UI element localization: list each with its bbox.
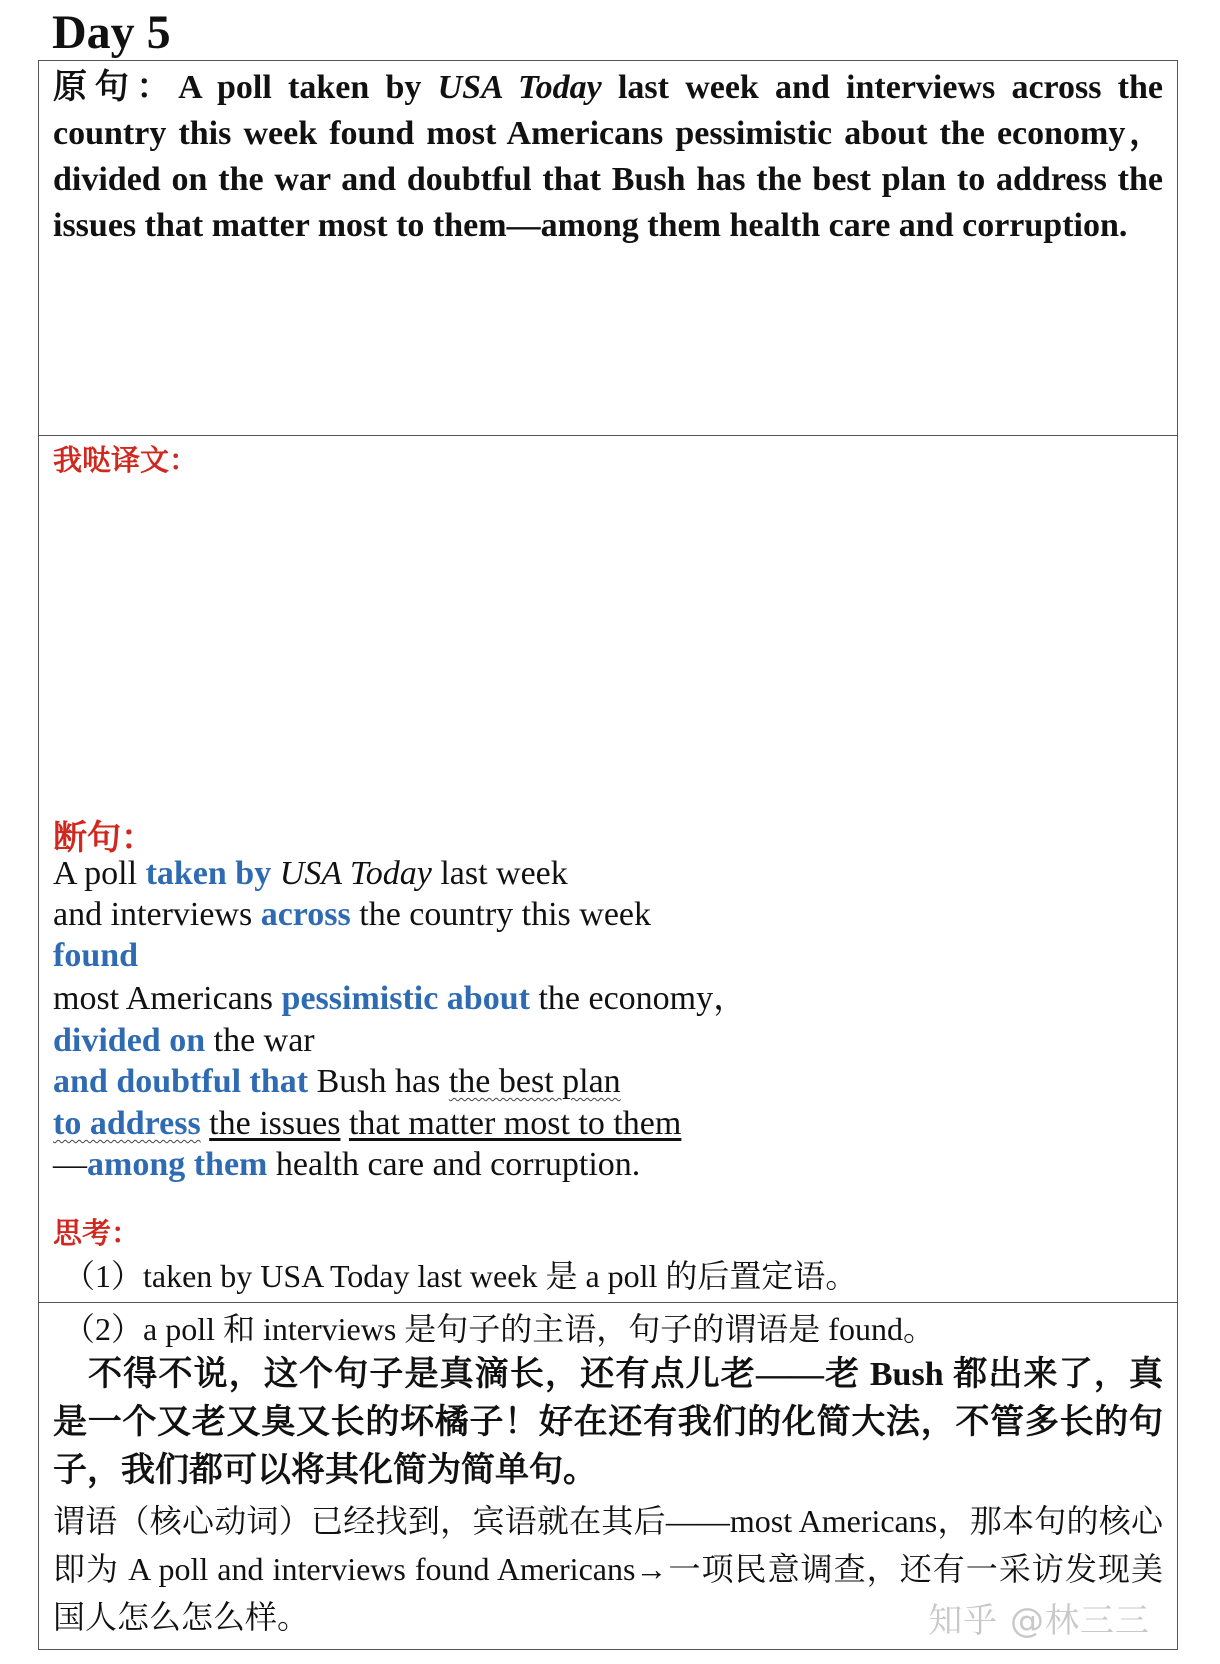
segment-keyword: divided on	[53, 1022, 206, 1059]
segment-keyword: and doubtful that	[53, 1063, 309, 1100]
segment-text: health care and corruption.	[267, 1146, 641, 1183]
segment-text: the country this week	[350, 896, 652, 933]
segment-line-2	[53, 893, 651, 937]
segment-text: A poll	[53, 855, 146, 892]
original-text-start: A poll taken by	[178, 69, 438, 106]
segment-line-6	[53, 1060, 621, 1104]
original-sentence	[53, 65, 1163, 249]
thinking-note-3: 谓语（核心动词）已经找到，宾语就在其后——most Americans，那本句的核心即为 A poll and interviews found Americans→一项民意调查，还有一采访发现美国人怎么怎么样。	[53, 1503, 1163, 1635]
segment-text: the war	[205, 1022, 315, 1059]
original-label: 原句：	[53, 69, 179, 106]
segment-underlined: the issues	[209, 1105, 341, 1142]
segmentation-label: 断句：	[53, 820, 155, 857]
segment-line-5	[53, 1019, 315, 1063]
segment-keyword: taken by	[145, 855, 272, 892]
translation-label: 我哒译文：	[53, 445, 199, 477]
segment-keyword: across	[260, 896, 351, 933]
segment-line-4	[53, 977, 747, 1021]
segment-text: last week	[431, 855, 568, 892]
segment-keyword: pessimistic about	[281, 980, 530, 1017]
original-text-rest: last week and interviews across the country this week found most Americans pessimistic about the economy，divided on the war and doubtful that Bush has the best plan to address the issues that matter most to them—among them health care and corruption.	[53, 69, 1164, 244]
segment-underlined: the best plan	[448, 1063, 621, 1100]
segment-italic: USA Today	[279, 855, 432, 892]
original-text-italic: USA Today	[437, 69, 602, 106]
segment-space	[201, 1105, 210, 1142]
segment-space	[340, 1105, 349, 1142]
segment-text: —	[53, 1146, 87, 1183]
segment-text: most Americans	[53, 980, 282, 1017]
segment-keyword: among them	[87, 1146, 268, 1183]
segment-text: Bush has	[308, 1063, 449, 1100]
segment-line-1	[53, 852, 568, 896]
segment-keyword: to address	[53, 1105, 201, 1142]
original-sentence-box	[38, 60, 1178, 436]
segment-text: the economy，	[529, 980, 748, 1017]
zhihu-watermark: 知乎 @林三三	[928, 1601, 1150, 1641]
segment-line-8	[53, 1143, 640, 1187]
segment-space	[271, 855, 280, 892]
thinking-note-2: （2）a poll 和 interviews 是句子的主语，句子的谓语是 found。	[63, 1311, 935, 1347]
thinking-label: 思考：	[53, 1218, 141, 1250]
segment-underlined: that matter most to them	[348, 1105, 682, 1142]
segment-line-3	[53, 934, 138, 978]
analysis-box	[38, 435, 1178, 1303]
thinking-note-1: （1）taken by USA Today last week 是 a poll 的后置定语。	[63, 1258, 858, 1294]
thinking-comment: 不得不说，这个句子是真滴长，还有点儿老——老 Bush 都出来了，真是一个又老又臭又长的坏橘子！好在还有我们的化简大法，不管多长的句子，我们都可以将其化简为简单句。	[53, 1356, 1163, 1489]
segment-text: and interviews	[53, 896, 261, 933]
page-title: Day 5	[52, 6, 171, 59]
segment-line-7	[53, 1102, 681, 1146]
segment-keyword: found	[53, 937, 139, 974]
